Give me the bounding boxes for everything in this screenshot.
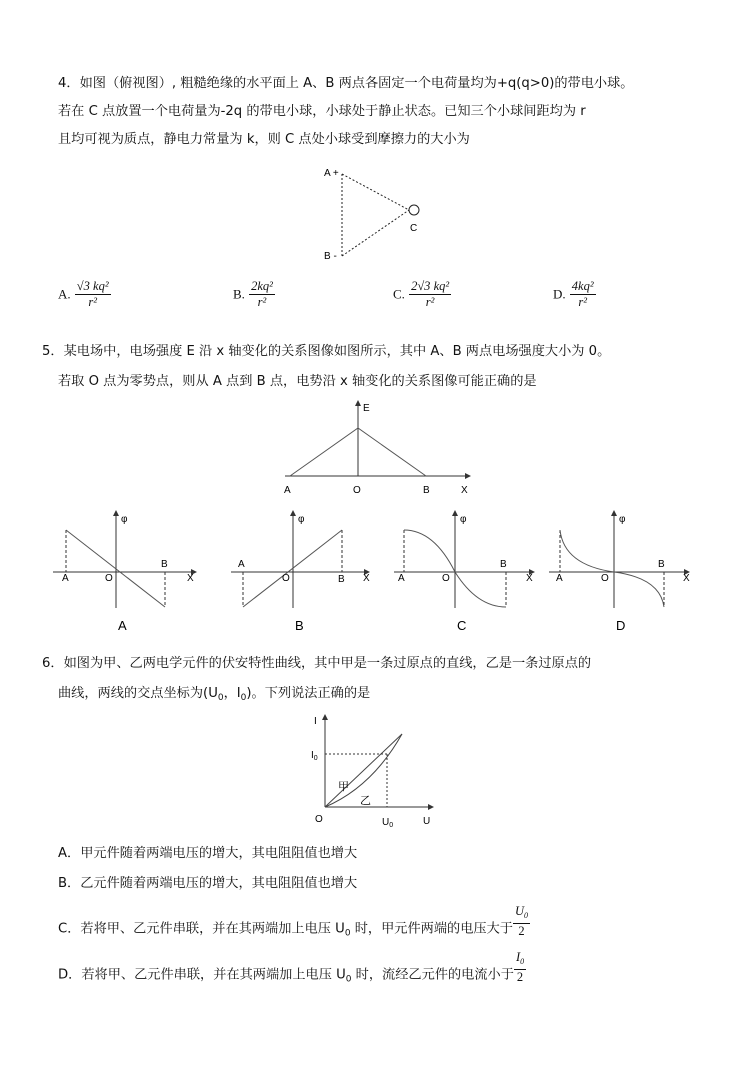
graph-a-point-b: B [161, 559, 168, 570]
graph-b-origin: O [282, 573, 290, 584]
graph-b-phi-label: φ [298, 514, 305, 525]
graph-c-letter: C [457, 618, 467, 633]
q4-option-c-denominator: r² [425, 295, 435, 309]
q4-option-b-coef: 2 [251, 279, 258, 293]
q6-option-d-sub: 0 [345, 974, 352, 985]
q5-line-2: 若取 O 点为零势点，则从 A 点到 B 点，电势沿 x 轴变化的关系图像可能正确的是 [58, 374, 537, 389]
graph-d-letter: D [616, 618, 626, 633]
q4-option-a[interactable] [58, 279, 111, 310]
q5-graph-a[interactable] [48, 510, 203, 635]
q6-option-d-frac-num: I [515, 950, 521, 964]
q4-option-c-numerator: kq² [433, 279, 450, 293]
q6-jia-label: 甲 [338, 781, 349, 793]
q6-i-axis-label: I [314, 716, 317, 727]
q4-line-1: 4．如图（俯视图）, 粗糙绝缘的水平面上 A、B 两点各固定一个电荷量均为+q(q>0)的带电小球。 [58, 76, 634, 91]
q6-line-2 [58, 685, 370, 707]
q6-u0-sub: 0 [389, 822, 394, 829]
graph-b-x-label: X [363, 573, 370, 584]
q6-option-d-frac-num-sub: 0 [520, 957, 525, 966]
graph-c-origin: O [442, 573, 450, 584]
q5-graph-b[interactable] [226, 510, 381, 635]
graph-d-x-label: X [683, 573, 690, 584]
q4-option-d-denominator: r² [578, 295, 587, 309]
q4-point-c-label: C [410, 223, 418, 234]
q6-origin-label: O [315, 814, 323, 825]
q6-i0-main: I [311, 750, 314, 761]
graph-c-point-a: A [398, 573, 405, 584]
q5-point-b-label: B [423, 485, 430, 496]
q5-x-axis-label: X [461, 485, 468, 496]
graph-a-letter: A [118, 618, 127, 633]
q4-point-a-label: A + [324, 168, 339, 179]
q4-option-b-denominator: r² [257, 295, 267, 309]
q6-option-a[interactable]: A．甲元件随着两端电压的增大，其电阻阻值也增大 [58, 846, 358, 861]
q6-option-c-frac-den: 2 [518, 924, 525, 938]
graph-a-x-label: X [187, 573, 194, 584]
graph-d-phi-label: φ [619, 514, 626, 525]
graph-d-origin: O [601, 573, 609, 584]
q6-u0-main: U [382, 817, 390, 828]
q6-option-c-text: C．若将甲、乙元件串联，并在其两端加上电压 U [58, 921, 345, 937]
q6-option-d-tail: 时，流经乙元件的电流小于 [351, 967, 514, 983]
q6-line-2-part-1: 曲线，两线的交点坐标为(U [58, 686, 218, 701]
q5-graph-c[interactable] [389, 510, 544, 635]
graph-d-point-b: B [658, 559, 665, 570]
q5-e-field-figure [275, 398, 475, 498]
q5-point-a-label: A [284, 485, 291, 496]
q4-option-a-coef: √3 [76, 279, 90, 293]
q6-line-2-sub-1: 0 [217, 693, 224, 703]
q4-option-a-denominator: r² [88, 295, 97, 309]
q4-option-d[interactable] [553, 279, 596, 310]
graph-a-phi-label: φ [121, 514, 128, 525]
graph-a-origin: O [105, 573, 113, 584]
q6-option-d[interactable] [58, 950, 526, 989]
graph-b-point-a: A [238, 559, 245, 570]
q6-u-axis-label: U [423, 816, 431, 827]
graph-b-letter: B [295, 618, 304, 633]
q6-u0-label [382, 817, 393, 829]
q4-option-a-numerator: kq² [93, 279, 109, 293]
q4-option-c[interactable] [393, 279, 451, 310]
q6-option-c-frac-num-sub: 0 [524, 911, 529, 920]
graph-c-phi-label: φ [460, 514, 467, 525]
q4-option-b[interactable] [233, 279, 275, 310]
q6-line-2-sub-2: 0 [240, 693, 247, 703]
q4-option-d-numerator: kq² [578, 279, 594, 293]
q4-point-b-label: B - [324, 251, 337, 262]
q5-graph-d[interactable] [546, 510, 701, 635]
q6-line-1: 6．如图为甲、乙两电学元件的伏安特性曲线，其中甲是一条过原点的直线，乙是一条过原点的 [42, 656, 592, 671]
q6-option-d-frac-den: 2 [516, 970, 524, 984]
q4-option-c-coef: 2√3 [411, 279, 431, 293]
q4-option-d-coef: 4 [571, 279, 579, 293]
q6-option-d-text: D．若将甲、乙元件串联，并在其两端加上电压 U [58, 967, 346, 983]
q4-triangle-figure [315, 160, 435, 265]
q4-option-c-label: C. [393, 286, 405, 302]
q6-option-b[interactable]: B．乙元件随着两端电压的增大，其电阻阻值也增大 [58, 876, 358, 891]
q4-option-b-numerator: kq² [257, 279, 273, 293]
graph-c-x-label: X [526, 573, 533, 584]
q6-line-2-part-3: )。下列说法正确的是 [246, 686, 371, 701]
q6-option-c-frac-num: U [515, 904, 525, 918]
q6-i0-label [311, 750, 318, 762]
graph-d-point-a: A [556, 573, 563, 584]
q4-option-d-label: D. [553, 286, 566, 302]
q4-line-2: 若在 C 点放置一个电荷量为-2q 的带电小球，小球处于静止状态。已知三个小球间距均为 r [58, 104, 586, 119]
q6-option-c-tail: 时，甲元件两端的电压大于 [350, 921, 513, 937]
q6-line-2-part-2: ，I [223, 686, 241, 701]
q6-yi-label: 乙 [360, 795, 371, 807]
q5-e-axis-label: E [363, 403, 370, 414]
q6-option-c-sub: 0 [344, 928, 351, 939]
graph-c-point-b: B [500, 559, 507, 570]
graph-a-point-a: A [62, 573, 69, 584]
graph-b-point-b: B [338, 574, 345, 585]
q4-line-3: 且均可视为质点，静电力常量为 k，则 C 点处小球受到摩擦力的大小为 [58, 132, 470, 147]
q4-option-a-label: A. [58, 286, 71, 302]
q6-i0-sub: 0 [313, 755, 318, 762]
q6-option-c[interactable] [58, 904, 530, 943]
q4-option-b-label: B. [233, 286, 245, 302]
q6-iv-figure [310, 712, 445, 830]
q5-origin-label: O [353, 485, 361, 496]
q5-line-1: 5．某电场中，电场强度 E 沿 x 轴变化的关系图像如图所示，其中 A、B 两点电场强度大小为 0。 [42, 344, 611, 359]
